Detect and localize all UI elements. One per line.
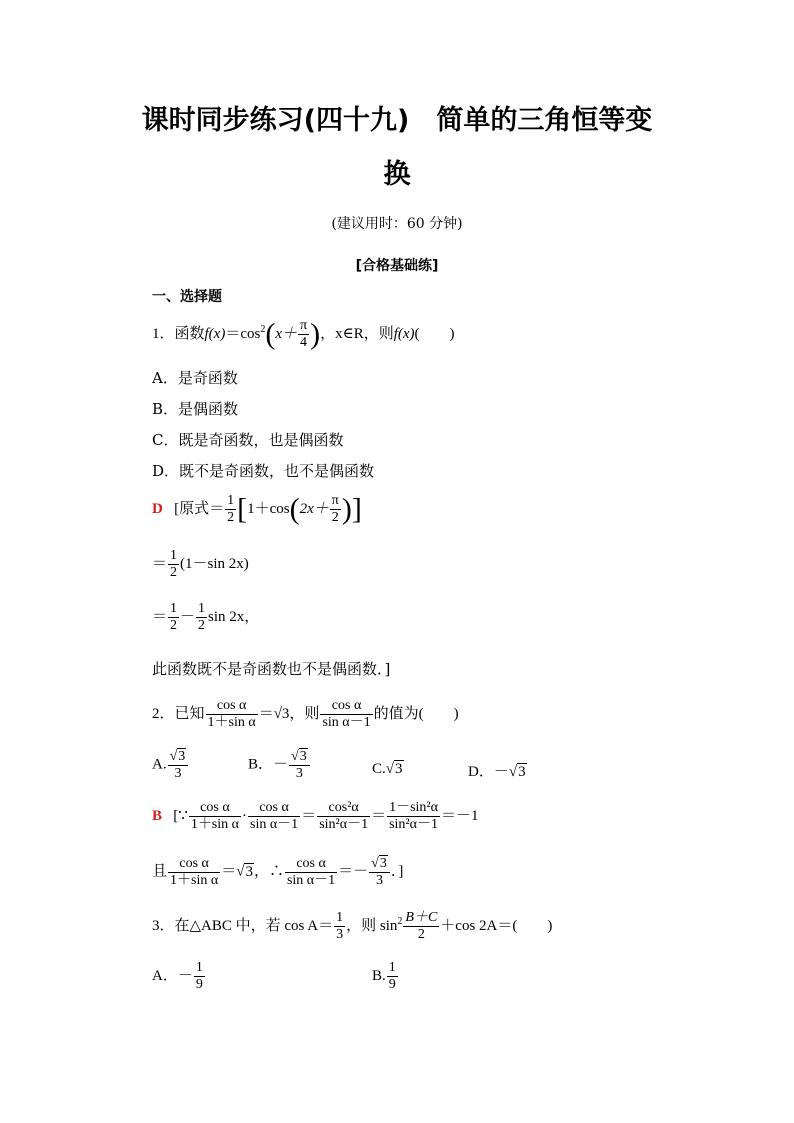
q1-solution-line-1: D [原式＝ $\frac{1}{2}$ [1＋cos(2x＋ $\frac{\pi}{2}$ )]: [152, 492, 362, 526]
q2-solution-line-1: B [∵ $\frac{\text{cos α}}{\text{1＋sin α}}$ · $\frac{\text{cos α}}{\text{sin α－1}}$ ＝ $\frac{\text{cos²α}}{\text{sin²α－1}}$ ＝ $\frac{\text{1－sin²α}}{\text{sin²α－1}}$ ＝－1: [152, 800, 479, 833]
question-2: 2．已知 $\frac{\text{cos α}}{\text{1＋sin α}}$ ＝√3，则 $\frac{\text{cos α}}{\text{sin α－1}}$ 的值为( ): [152, 698, 459, 731]
q3-option-b: B. $\frac{1}{9}$: [372, 960, 396, 993]
q3-option-a: A．－ $\frac{1}{9}$: [152, 960, 203, 993]
section-header: [合格基础练]: [355, 258, 439, 274]
q1-conclusion: 此函数既不是奇函数也不是偶函数．]: [152, 660, 391, 678]
q1-option-a: A．是奇函数: [152, 369, 238, 387]
title-line-1: 课时同步练习(四十九) 简单的三角恒等变: [141, 105, 653, 136]
question-1: 1．函数$f(x)=\cos^2(x+$ $\frac{\pi}{4}$ )，x∈R，则f(x)( ): [152, 317, 455, 351]
q2-option-c: C.√3: [372, 761, 403, 777]
q2-option-b: B．－ $\frac{√3}{3}$: [248, 748, 311, 782]
time-note: (建议用时：60 分钟): [331, 216, 463, 232]
q1-option-d: D．既不是奇函数，也不是偶函数: [152, 462, 375, 480]
q1-option-b: B．是偶函数: [152, 400, 239, 418]
q2-option-d: D．－√3: [468, 764, 526, 780]
q2-option-a: A. $\frac{√3}{3}$: [152, 748, 189, 782]
question-3: 3．在△ABC 中，若 cos A＝ $\frac{1}{3}$ ，则 $\sin^2$ $\frac{B+C}{2}$ ＋cos 2A＝( ): [152, 910, 553, 943]
q1-option-c: C．既是奇函数，也是偶函数: [152, 431, 344, 449]
title-line-2: 换: [383, 159, 411, 190]
q1-solution-line-3: ＝ $\frac{1}{2}$ － $\frac{1}{2}$ sin 2x，: [152, 601, 260, 634]
part-heading: 一、选择题: [152, 289, 222, 305]
q1-solution-line-2: ＝ $\frac{1}{2}$ (1－sin 2x): [152, 548, 249, 581]
q2-solution-line-2: 且 $\frac{\text{cos α}}{\text{1＋sin α}}$ ＝√3，∴ $\frac{\text{cos α}}{\text{sin α－1}}$ ＝－ $\frac{√3}{3}$ ．]: [152, 855, 404, 889]
